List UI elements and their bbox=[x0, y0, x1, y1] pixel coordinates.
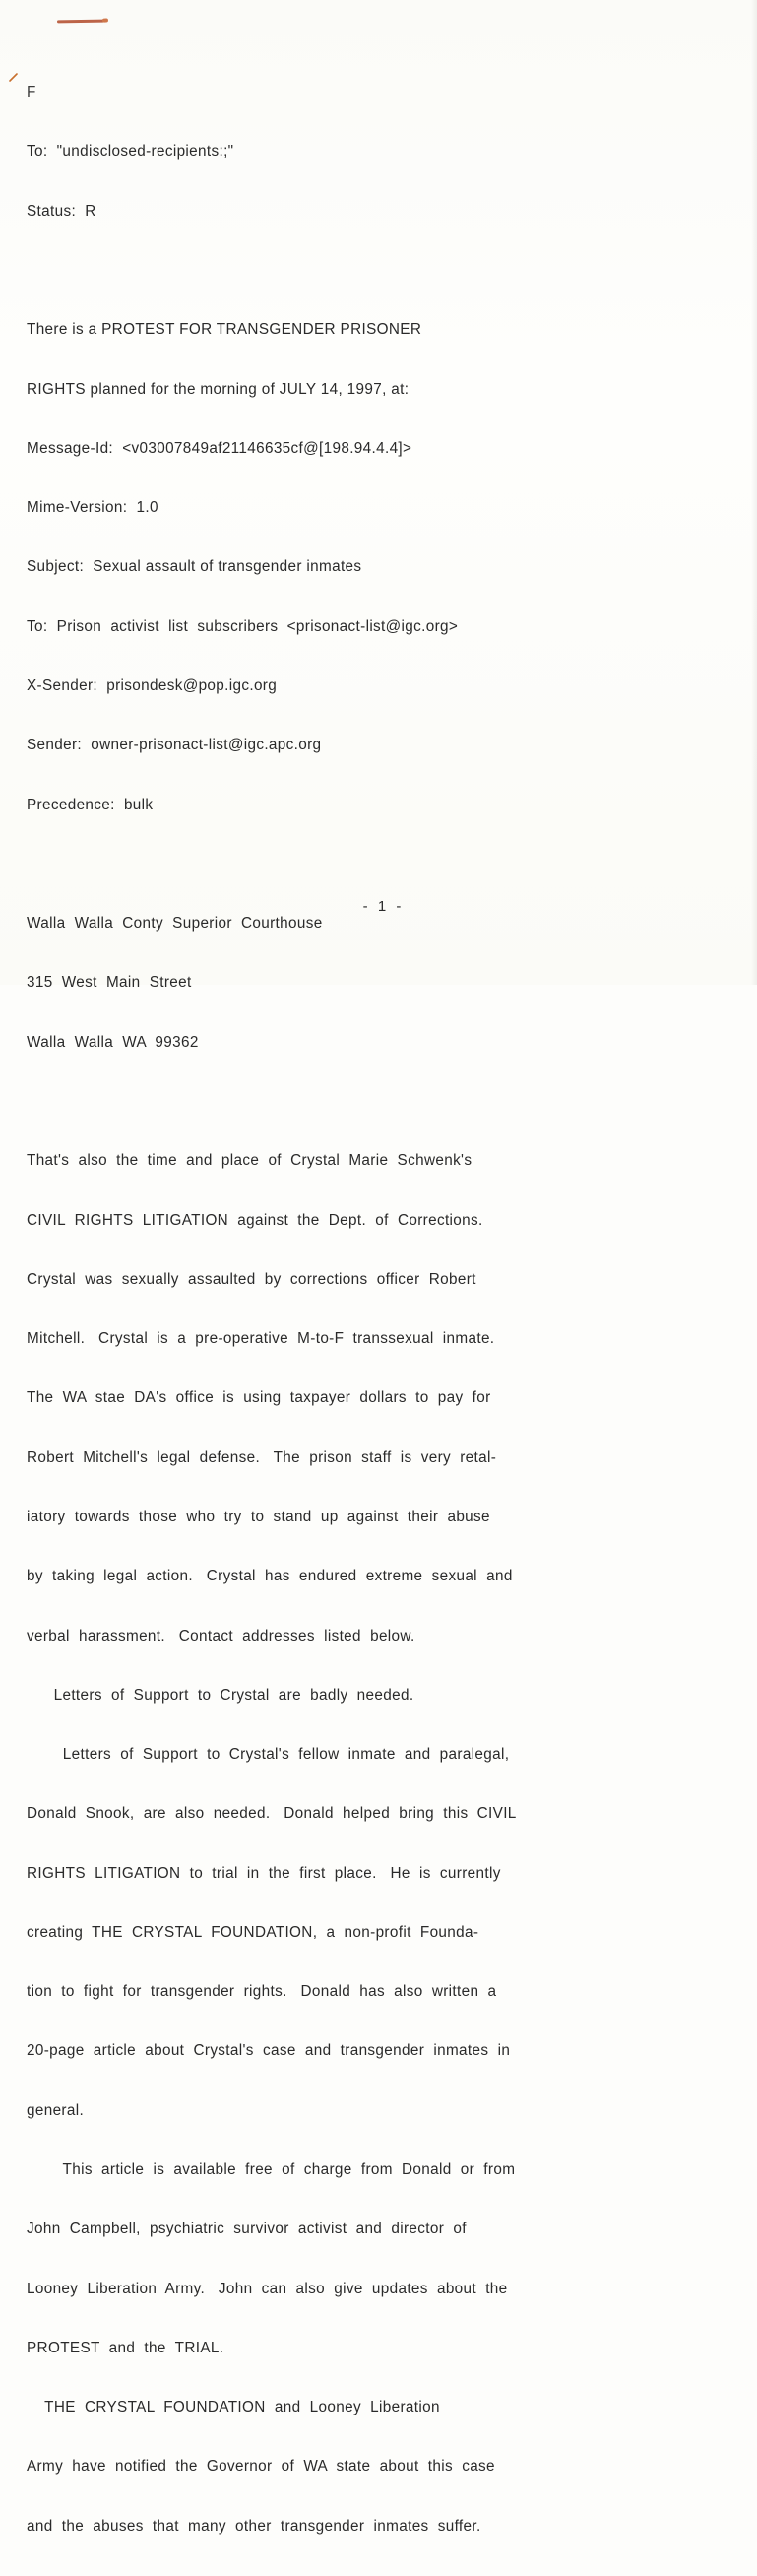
body-line: John Campbell, psychiatric survivor activist and director of bbox=[27, 2221, 467, 2238]
body-line: THE CRYSTAL FOUNDATION and Looney Liberation bbox=[27, 2399, 440, 2416]
document-text bbox=[27, 43, 517, 2576]
body-line: tion to fight for transgender rights. Donald has also written a bbox=[27, 1983, 497, 2001]
body-line: X-Sender: prisondesk@pop.igc.org bbox=[27, 677, 278, 694]
header-to-line: To: "undisclosed-recipients:;" bbox=[27, 143, 234, 161]
pen-tick-icon bbox=[9, 73, 18, 82]
body-line: creating THE CRYSTAL FOUNDATION, a non-profit Founda- bbox=[27, 1923, 479, 1941]
body-line: Donald Snook, are also needed. Donald helped bring this CIVIL bbox=[27, 1805, 517, 1823]
body-line: Mime-Version: 1.0 bbox=[27, 499, 158, 517]
header-status-line: Status: R bbox=[27, 202, 96, 220]
body-line: Precedence: bulk bbox=[27, 796, 154, 813]
body-line: verbal harassment. Contact addresses listed below. bbox=[27, 1627, 415, 1644]
body-line: Letters of Support to Crystal are badly needed. bbox=[27, 1686, 414, 1704]
body-line: RIGHTS LITIGATION to trial in the first place. He is currently bbox=[27, 1864, 501, 1882]
blank-line bbox=[27, 855, 517, 874]
blank-line bbox=[27, 261, 517, 281]
header-mark: F bbox=[27, 84, 36, 101]
body-line: Mitchell. Crystal is a pre-operative M-to-F transsexual inmate. bbox=[27, 1330, 495, 1348]
body-line: Sender: owner-prisonact-list@igc.apc.org bbox=[27, 737, 322, 754]
body-line: There is a PROTEST FOR TRANSGENDER PRISONER bbox=[27, 321, 422, 339]
blank-line bbox=[27, 1092, 517, 1112]
body-line: Crystal was sexually assaulted by corrections officer Robert bbox=[27, 1270, 476, 1288]
body-line: Walla Walla WA 99362 bbox=[27, 1033, 199, 1051]
body-line: The WA stae DA's office is using taxpayer dollars to pay for bbox=[27, 1389, 491, 1407]
body-line: Looney Liberation Army. John can also give updates about the bbox=[27, 2280, 508, 2297]
body-line: 315 West Main Street bbox=[27, 974, 192, 992]
body-line: iatory towards those who try to stand up against their abuse bbox=[27, 1508, 490, 1525]
body-line: This article is available free of charge from Donald or from bbox=[27, 2161, 516, 2179]
body-line: CIVIL RIGHTS LITIGATION against the Dept. of Corrections. bbox=[27, 1211, 483, 1229]
body-line: RIGHTS planned for the morning of JULY 14, 1997, at: bbox=[27, 380, 410, 398]
body-line: Army have notified the Governor of WA state about this case bbox=[27, 2458, 495, 2476]
body-line: 20-page article about Crystal's case and transgender inmates in bbox=[27, 2042, 511, 2060]
body-line: by taking legal action. Crystal has endured extreme sexual and bbox=[27, 1568, 513, 1585]
body-line: Message-Id: <v03007849af21146635cf@[198.94.4.4]> bbox=[27, 439, 412, 457]
body-line: Walla Walla Conty Superior Courthouse bbox=[27, 915, 323, 933]
body-line: and the abuses that many other transgender inmates suffer. bbox=[27, 2517, 481, 2535]
pen-stroke-mark bbox=[57, 20, 104, 24]
page-edge-shadow bbox=[751, 0, 757, 985]
body-line: general. bbox=[27, 2101, 85, 2119]
body-line: Subject: Sexual assault of transgender inmates bbox=[27, 558, 362, 576]
body-line: Letters of Support to Crystal's fellow inmate and paralegal, bbox=[27, 1746, 510, 1764]
body-line: To: Prison activist list subscribers <prisonact-list@igc.org> bbox=[27, 617, 459, 635]
body-line: PROTEST and the TRIAL. bbox=[27, 2339, 224, 2356]
body-line: That's also the time and place of Crystal Marie Schwenk's bbox=[27, 1152, 473, 1170]
body-line: Robert Mitchell's legal defense. The prison staff is very retal- bbox=[27, 1449, 497, 1466]
page-number: - 1 - bbox=[362, 898, 405, 915]
